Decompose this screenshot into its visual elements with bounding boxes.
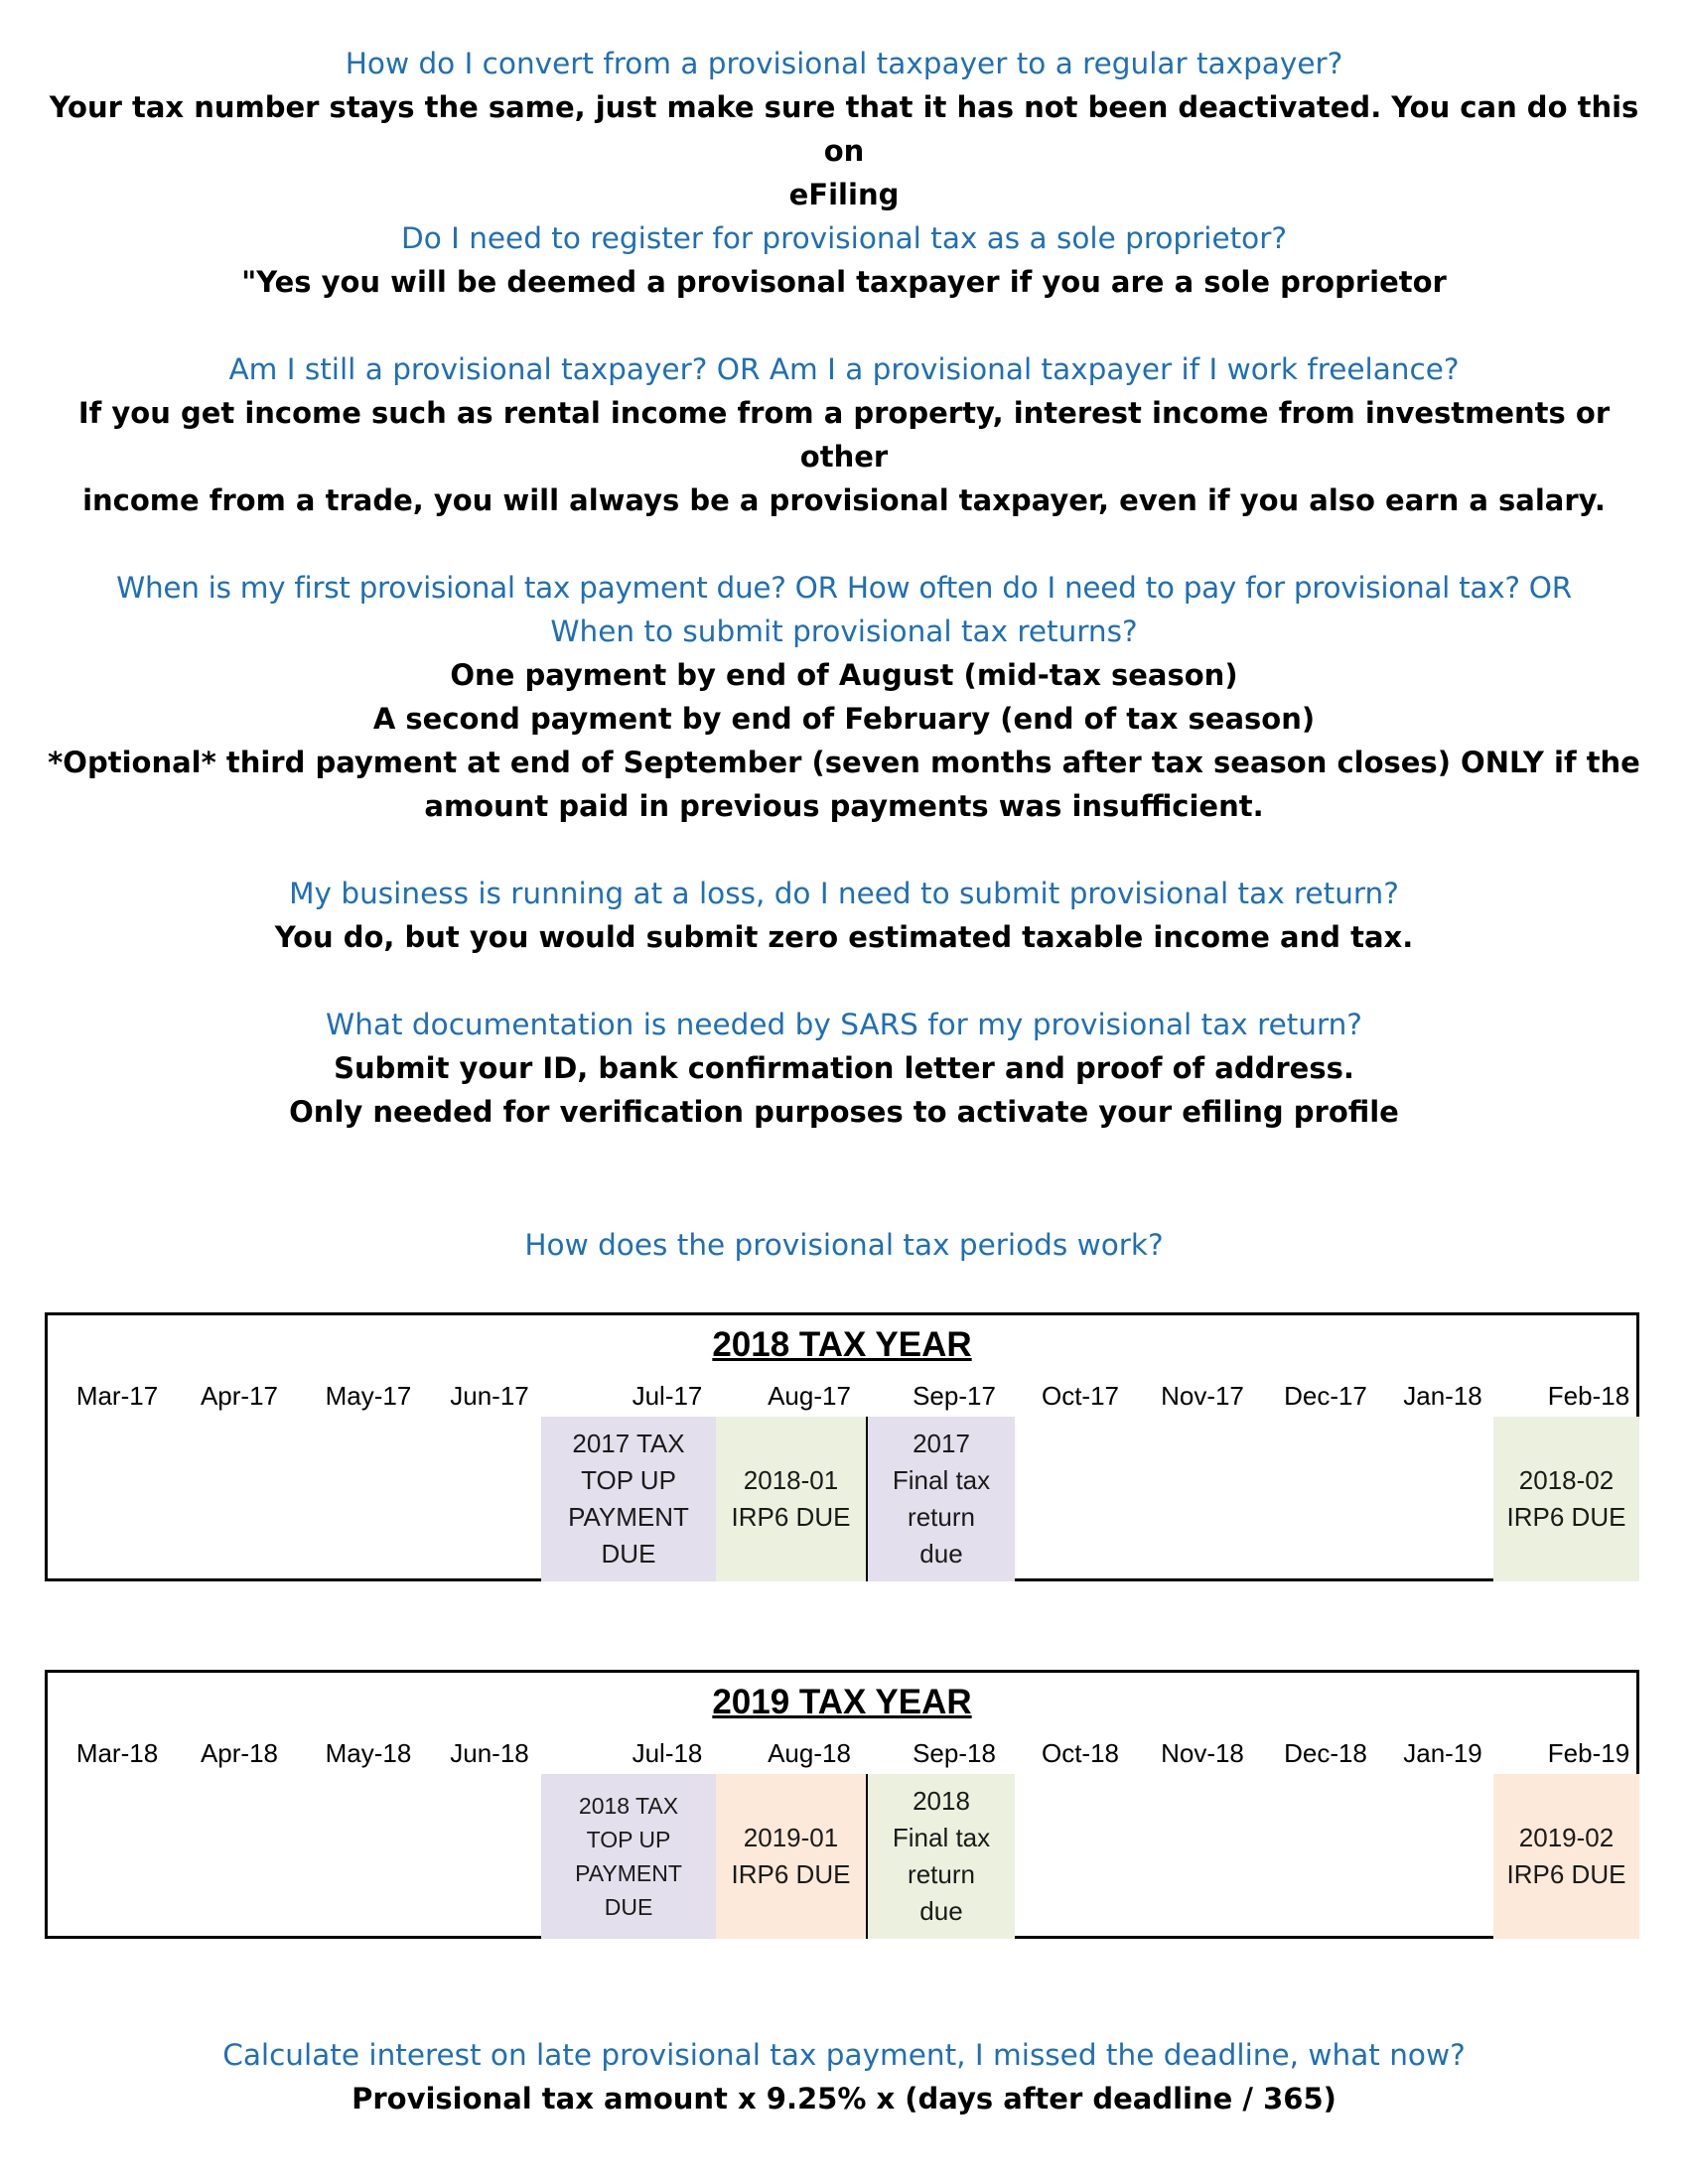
faq-question-line: When is my first provisional tax payment due? OR How often do I need to pay for provisional tax? OR xyxy=(116,571,1572,605)
tax-year-title: 2018 TAX YEAR xyxy=(712,1325,972,1364)
month-label: Sep-17 xyxy=(913,1381,996,1411)
tax-year-table-2018 xyxy=(45,1312,1639,1581)
periods-heading-block xyxy=(40,1223,1648,1267)
faq-freelance xyxy=(40,347,1648,522)
cell-line: Final tax xyxy=(892,1823,991,1852)
faq-answer-line: Only needed for verification purposes to activate your efiling profile xyxy=(289,1095,1399,1129)
cell-line: 2017 xyxy=(913,1429,970,1458)
cell-line: return xyxy=(908,1502,975,1532)
faq-question: Calculate interest on late provisional tax payment, I missed the deadline, what now? xyxy=(222,2038,1466,2072)
faq-convert xyxy=(40,42,1648,216)
top-up-payment-cell xyxy=(541,1417,716,1581)
cell-line: PAYMENT xyxy=(575,1860,682,1886)
month-label: Sep-18 xyxy=(913,1738,996,1768)
month-label: Oct-17 xyxy=(1041,1381,1120,1411)
top-up-payment-cell xyxy=(541,1774,716,1939)
final-return-cell xyxy=(868,1417,1015,1581)
month-label: Jan-19 xyxy=(1403,1738,1482,1768)
month-label: Nov-18 xyxy=(1161,1738,1244,1768)
faq-answer-line: "Yes you will be deemed a provisonal taxpayer if you are a sole proprietor xyxy=(241,265,1447,299)
cell-line: IRP6 DUE xyxy=(1506,1859,1626,1889)
faq-answer-line: A second payment by end of February (end of tax season) xyxy=(372,702,1316,736)
irp6-first-cell xyxy=(716,1417,866,1581)
cell-line: IRP6 DUE xyxy=(731,1859,851,1889)
cell-line: IRP6 DUE xyxy=(731,1502,851,1532)
faq-answer-line: amount paid in previous payments was insufficient. xyxy=(424,789,1264,823)
faq-question: My business is running at a loss, do I need to submit provisional tax return? xyxy=(289,877,1399,910)
cell-line: return xyxy=(908,1859,975,1889)
faq-answer-line: eFiling xyxy=(788,178,900,211)
faq-sole-proprietor xyxy=(40,216,1648,304)
month-label: Mar-17 xyxy=(75,1381,159,1411)
faq-answer-line: Submit your ID, bank confirmation letter and proof of address. xyxy=(334,1051,1354,1085)
cell-line: due xyxy=(919,1896,963,1926)
faq-documentation xyxy=(40,1003,1648,1134)
tax-year-table-2019 xyxy=(45,1670,1639,1939)
month-label: Feb-18 xyxy=(1547,1381,1630,1411)
cell-line: 2019-02 xyxy=(1518,1823,1615,1852)
irp6-second-cell xyxy=(1493,1417,1639,1581)
faq-question: How do I convert from a provisional taxpayer to a regular taxpayer? xyxy=(345,47,1343,80)
month-label: Apr-18 xyxy=(200,1738,279,1768)
cell-line: Final tax xyxy=(892,1465,991,1495)
cell-line: 2018 xyxy=(913,1786,970,1816)
irp6-second-cell xyxy=(1493,1774,1639,1939)
month-label: Dec-18 xyxy=(1284,1738,1367,1768)
month-label: Jan-18 xyxy=(1403,1381,1482,1411)
month-label: May-17 xyxy=(325,1381,412,1411)
cell-line: 2017 TAX xyxy=(572,1429,685,1458)
cell-line: 2018-02 xyxy=(1518,1465,1615,1495)
tax-year-title: 2019 TAX YEAR xyxy=(712,1683,972,1721)
faq-answer-line: One payment by end of August (mid-tax season) xyxy=(450,658,1238,692)
faq-question: Do I need to register for provisional tax as a sole proprietor? xyxy=(400,221,1287,255)
faq-question: What documentation is needed by SARS for my provisional tax return? xyxy=(326,1008,1362,1041)
cell-line: due xyxy=(919,1539,963,1569)
month-label: Jul-17 xyxy=(632,1381,703,1411)
faq-answer-line: Your tax number stays the same, just make sure that it has not been deactivated. You can do this on xyxy=(49,90,1639,168)
faq-payment-due xyxy=(40,566,1648,828)
final-return-cell xyxy=(868,1774,1015,1939)
cell-line: 2019-01 xyxy=(743,1823,839,1852)
month-label: Nov-17 xyxy=(1161,1381,1244,1411)
faq-answer-line: If you get income such as rental income from a property, interest income from investments or other xyxy=(77,396,1611,474)
faq-question: Am I still a provisional taxpayer? OR Am I a provisional taxpayer if I work freelance? xyxy=(228,352,1460,386)
cell-line: IRP6 DUE xyxy=(1506,1502,1626,1532)
periods-heading: How does the provisional tax periods work? xyxy=(524,1228,1164,1262)
month-label: May-18 xyxy=(325,1738,412,1768)
month-label: Aug-18 xyxy=(768,1738,851,1768)
cell-line: PAYMENT xyxy=(568,1502,689,1532)
cell-line: 2018-01 xyxy=(743,1465,839,1495)
month-label: Oct-18 xyxy=(1041,1738,1120,1768)
month-label: Jun-18 xyxy=(450,1738,529,1768)
faq-answer-line: *Optional* third payment at end of September (seven months after tax season closes) ONLY if the xyxy=(48,746,1640,779)
irp6-first-cell xyxy=(716,1774,866,1939)
faq-answer-line: income from a trade, you will always be a provisional taxpayer, even if you also earn a salary. xyxy=(82,483,1606,517)
faq-running-loss xyxy=(40,872,1648,959)
faq-answer-line: Provisional tax amount x 9.25% x (days after deadline / 365) xyxy=(352,2082,1336,2116)
cell-line: DUE xyxy=(604,1894,653,1920)
month-label: Feb-19 xyxy=(1547,1738,1630,1768)
cell-line: DUE xyxy=(601,1539,656,1569)
month-label: Aug-17 xyxy=(768,1381,851,1411)
month-label: Jun-17 xyxy=(450,1381,529,1411)
faq-late-payment xyxy=(40,2033,1648,2120)
cell-line: TOP UP xyxy=(586,1827,671,1852)
cell-line: 2018 TAX xyxy=(578,1793,679,1819)
month-label: Mar-18 xyxy=(75,1738,159,1768)
month-label: Dec-17 xyxy=(1284,1381,1367,1411)
month-label: Jul-18 xyxy=(632,1738,703,1768)
cell-line: TOP UP xyxy=(581,1465,676,1495)
faq-question-line: When to submit provisional tax returns? xyxy=(550,614,1138,648)
faq-answer-line: You do, but you would submit zero estimated taxable income and tax. xyxy=(274,920,1414,954)
month-label: Apr-17 xyxy=(200,1381,279,1411)
